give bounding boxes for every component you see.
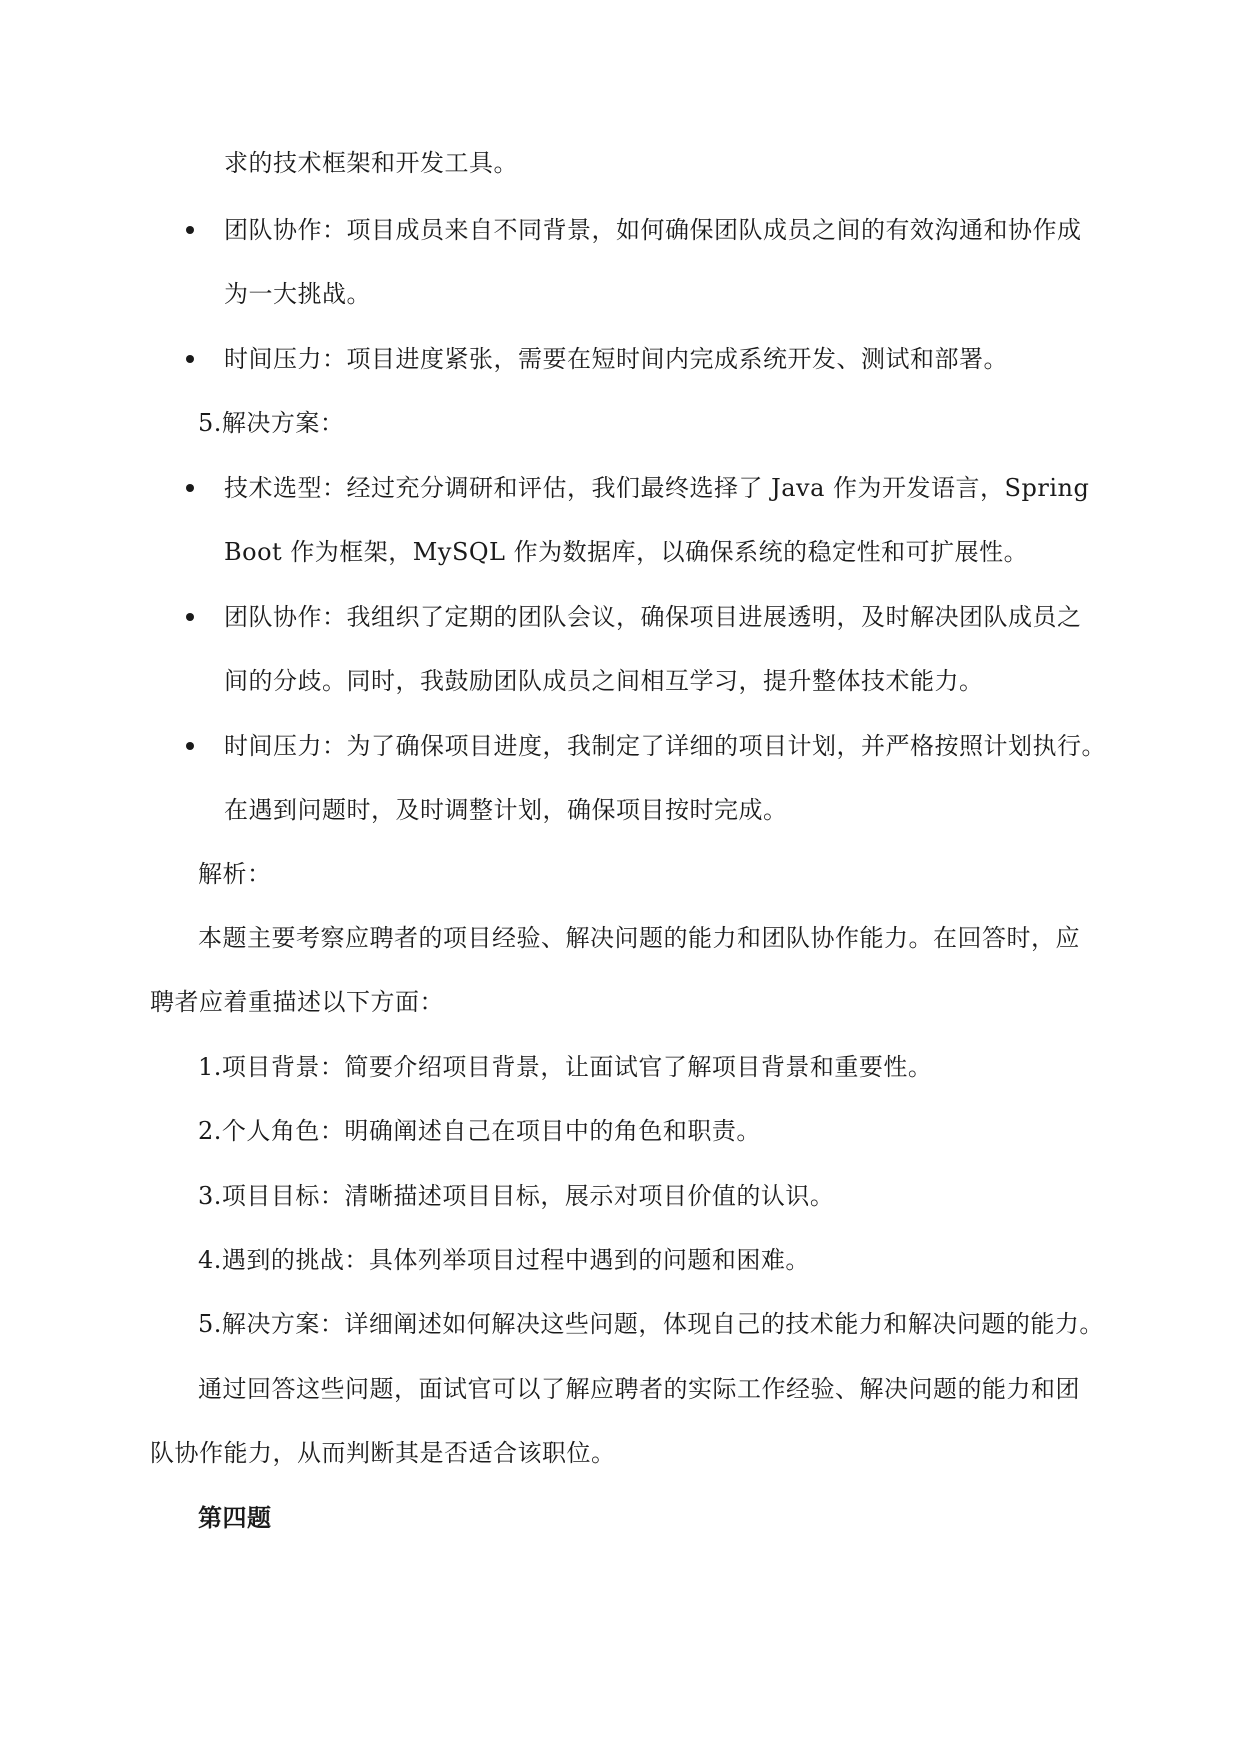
bullet-icon — [186, 355, 194, 363]
bullet-icon — [186, 226, 194, 234]
point-item: 2.个人角色：明确阐述自己在项目中的角色和职责。 — [198, 1117, 761, 1145]
solution-team-line1: 团队协作：我组织了定期的团队会议，确保项目进展透明，及时解决团队成员之 — [224, 603, 1082, 631]
solution-time-line1: 时间压力：为了确保项目进度，我制定了详细的项目计划，并严格按照计划执行。 — [224, 732, 1106, 760]
point-item: 4.遇到的挑战：具体列举项目过程中遇到的问题和困难。 — [198, 1246, 810, 1274]
challenge-teamwork-line1: 团队协作：项目成员来自不同背景，如何确保团队成员之间的有效沟通和协作成 — [224, 216, 1082, 244]
challenge-teamwork-line2: 为一大挑战。 — [224, 280, 371, 308]
point-item: 3.项目目标：清晰描述项目目标，展示对项目价值的认识。 — [198, 1182, 835, 1210]
challenge-time-line1: 时间压力：项目进度紧张，需要在短时间内完成系统开发、测试和部署。 — [224, 345, 1008, 373]
bullet-icon — [186, 742, 194, 750]
solution-tech-line1: 技术选型：经过充分调研和评估，我们最终选择了 Java 作为开发语言，Spring — [224, 474, 1090, 502]
conclusion-line1: 通过回答这些问题，面试官可以了解应聘者的实际工作经验、解决问题的能力和团 — [198, 1375, 1080, 1403]
solution-tech-line2: Boot 作为框架，MySQL 作为数据库，以确保系统的稳定性和可扩展性。 — [224, 538, 1029, 566]
analysis-intro-line1: 本题主要考察应聘者的项目经验、解决问题的能力和团队协作能力。在回答时，应 — [198, 924, 1080, 952]
point-item: 1.项目背景：简要介绍项目背景，让面试官了解项目背景和重要性。 — [198, 1053, 933, 1081]
solution-heading: 5.解决方案： — [198, 409, 345, 437]
next-question-heading: 第四题 — [198, 1503, 272, 1532]
bullet-icon — [186, 484, 194, 492]
analysis-intro-line2: 聘者应着重描述以下方面： — [150, 988, 444, 1016]
analysis-label: 解析： — [198, 860, 272, 888]
conclusion-line2: 队协作能力，从而判断其是否适合该职位。 — [150, 1439, 616, 1467]
solution-team-line2: 间的分歧。同时，我鼓励团队成员之间相互学习，提升整体技术能力。 — [224, 667, 984, 695]
bullet-icon — [186, 613, 194, 621]
solution-time-line2: 在遇到问题时，及时调整计划，确保项目按时完成。 — [224, 796, 788, 824]
continuation-line: 求的技术框架和开发工具。 — [224, 149, 518, 177]
point-item: 5.解决方案：详细阐述如何解决这些问题，体现自己的技术能力和解决问题的能力。 — [198, 1310, 1104, 1338]
